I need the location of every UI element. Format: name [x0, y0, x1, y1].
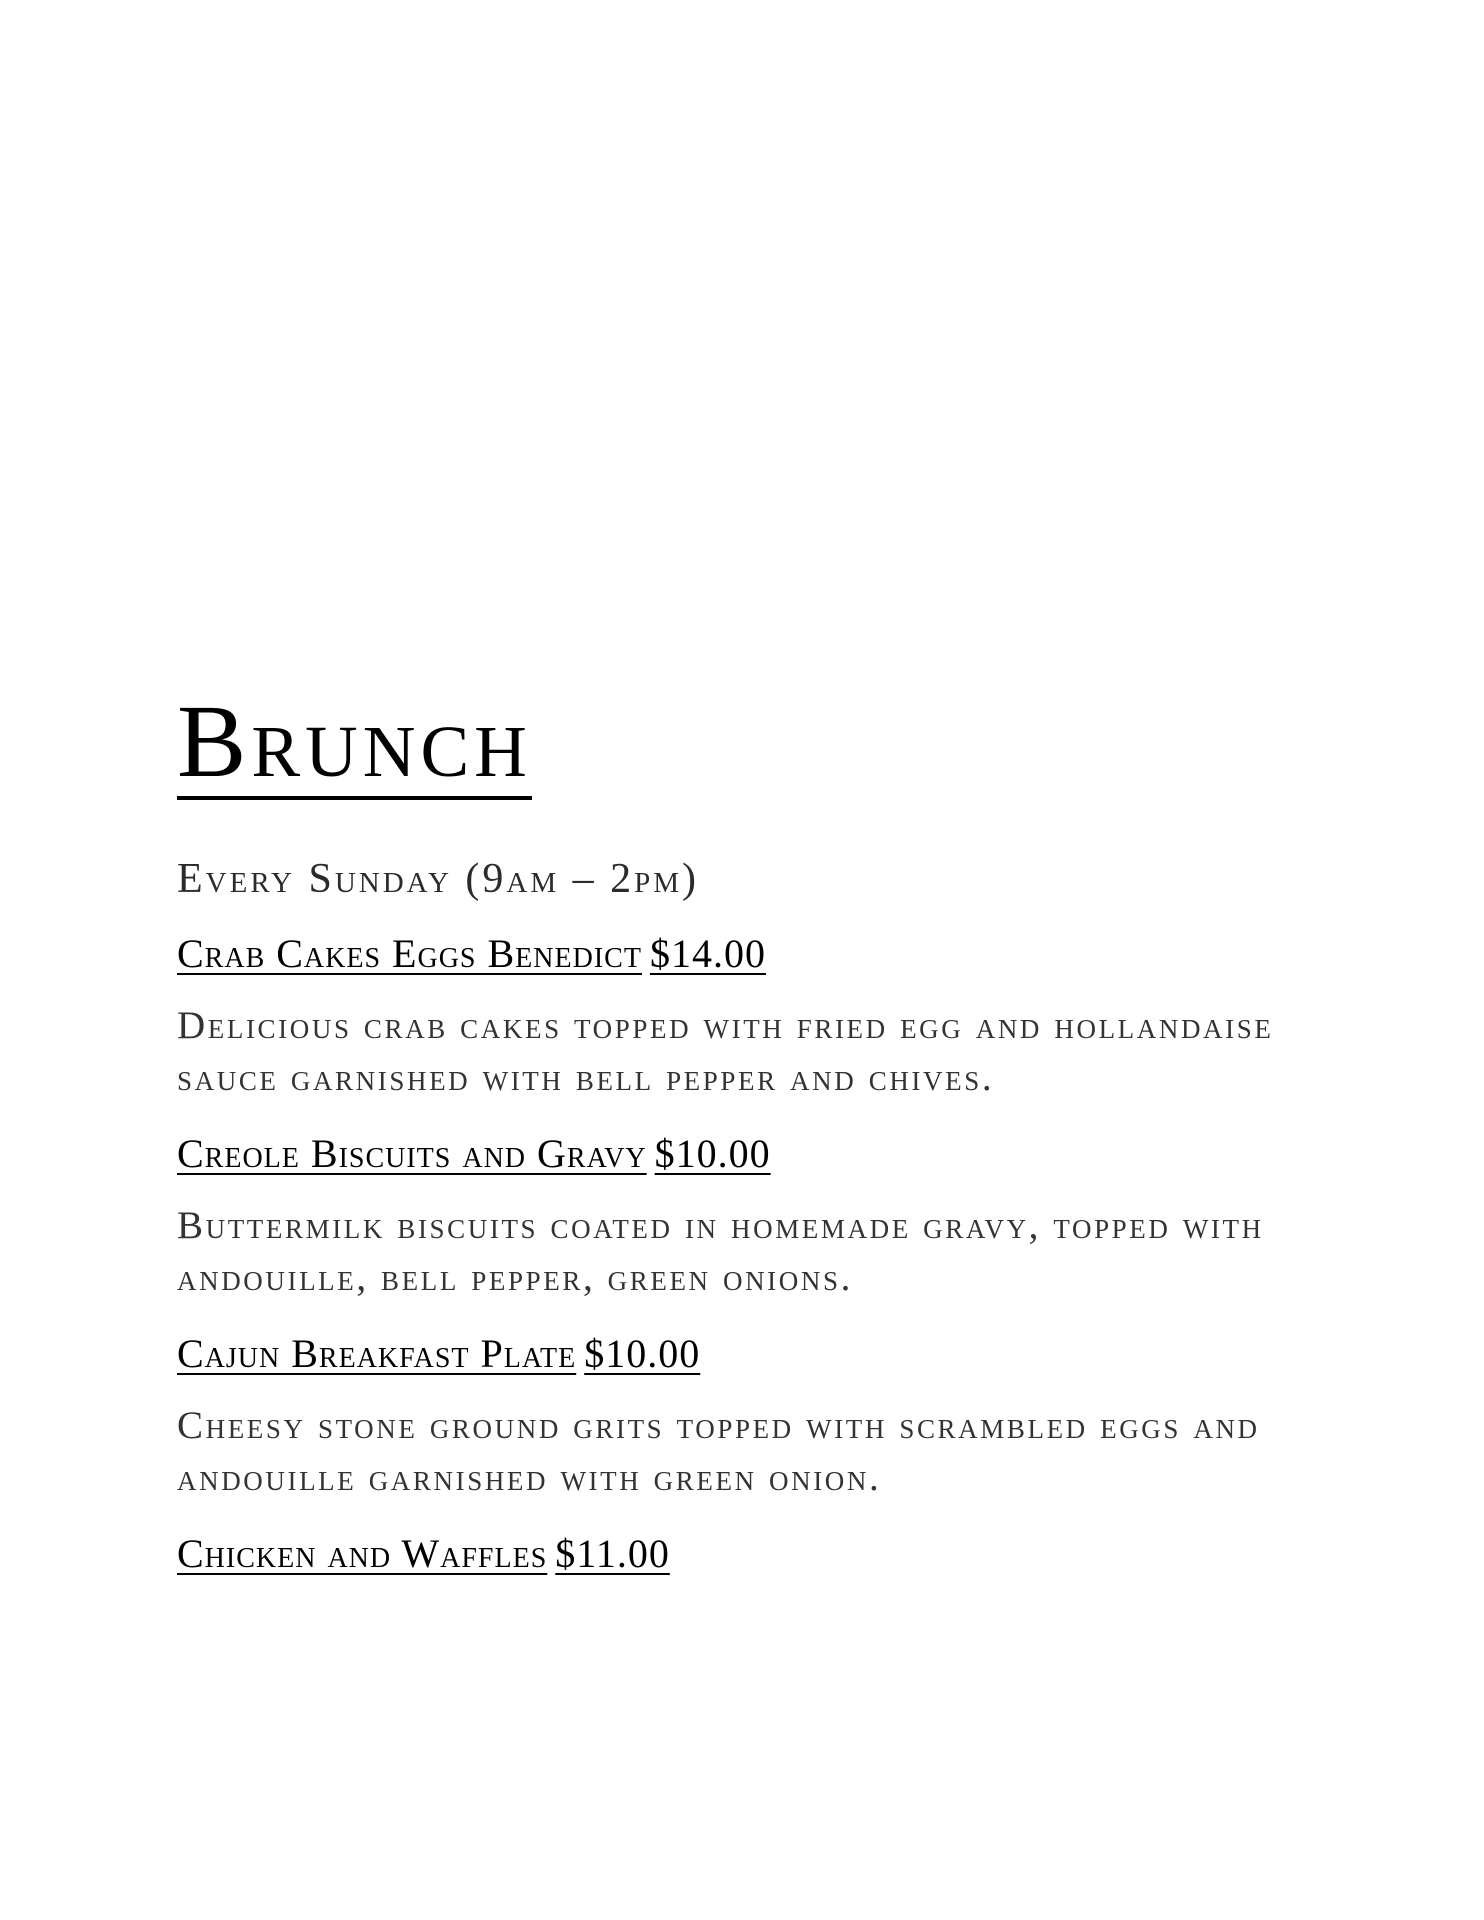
menu-item: [177, 1130, 1287, 1304]
page-title: Brunch: [177, 684, 532, 799]
menu-item-name: Creole Biscuits and Gravy: [177, 1131, 647, 1177]
menu-item-price: $10.00: [654, 1131, 771, 1177]
schedule-subtitle: Every Sunday (9am – 2pm): [177, 856, 700, 902]
menu-item: [177, 930, 1287, 1104]
menu-item: [177, 1530, 1287, 1578]
menu-item-heading: [177, 1530, 1287, 1578]
menu-item-heading: [177, 1130, 1287, 1178]
menu-content: [177, 684, 1287, 1578]
menu-item-heading: [177, 930, 1287, 978]
menu-item-price: $10.00: [584, 1331, 701, 1377]
menu-item-description: Buttermilk biscuits coated in homemade gravy, topped with andouille, bell pepper, green onions.: [177, 1204, 1264, 1300]
menu-item-name: Cajun Breakfast Plate: [177, 1331, 577, 1377]
menu-item-description: Cheesy stone ground grits topped with scrambled eggs and andouille garnished with green onion.: [177, 1404, 1260, 1500]
menu-item-price: $11.00: [555, 1531, 670, 1577]
menu-item-name: Crab Cakes Eggs Benedict: [177, 931, 642, 977]
menu-item-description: Delicious crab cakes topped with fried egg and hollandaise sauce garnished with bell pepper and chives.: [177, 1004, 1274, 1100]
menu-item-heading: [177, 1330, 1287, 1378]
menu-item-name: Chicken and Waffles: [177, 1531, 548, 1577]
menu-item: [177, 1330, 1287, 1504]
menu-item-price: $14.00: [649, 931, 766, 977]
